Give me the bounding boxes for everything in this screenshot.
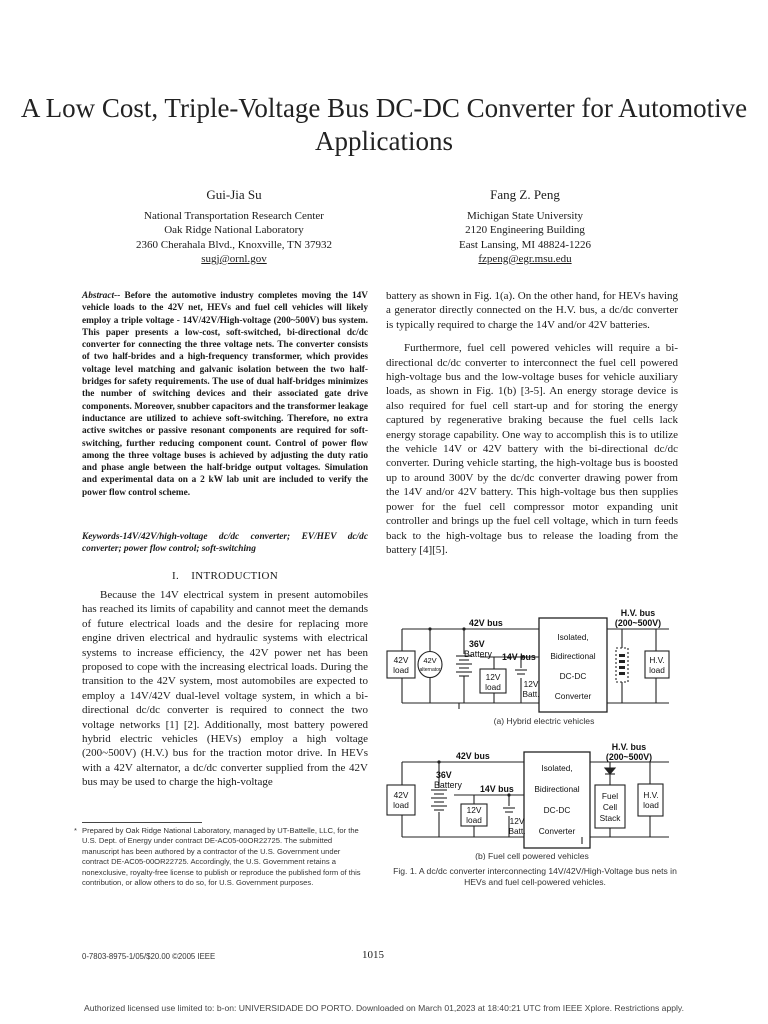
section-heading: I. INTRODUCTION [172,570,278,582]
bus-label: H.V. bus [620,608,656,618]
author-address: East Lansing, MI 48824-1226 [459,238,591,251]
fuel-cell-label: Fuel [601,791,619,801]
author-email-link[interactable]: fzpeng@egr.msu.edu [478,253,572,265]
converter-label: Bidirectional [534,784,580,794]
author-email-link[interactable]: sugj@ornl.gov [201,253,267,265]
figure-1a-svg [384,606,684,726]
load-label: 12V [485,672,501,682]
bus-label: H.V. bus [611,742,647,752]
load-label: load [643,800,659,810]
load-label: 42V [393,790,409,800]
abstract-label: Abstract [82,291,115,301]
footnote-mark: * [74,826,77,835]
author-block-1 [84,188,384,267]
figure-1b-diagram [384,740,684,860]
paragraph: Furthermore, fuel cell powered vehicles will require a bi-directional dc/dc converter to interconnect the fuel cell powered high-voltage bus and the low-voltage buses for vehicle auxiliary loads, as shown in Fig. 1(b) [3-5]. An energy storage device is also required for fuel cell start-up and for storing the energy captured by regenerative braking because the fuel cells lack energy storage capability. One way to accomplish this is to utilize the vehicle 14V or 42V battery with the bi-directional dc/dc converter. During vehicle starting, the high-voltage bus is boosted up to around 300V by the dc/dc converter drawing power from the 14V and/or 42V battery. This high-voltage bus then supplies power for the fuel cell compressor motor expanding unit controller and brings up the fuel cell voltage, which in turn feeds back to the high-voltage bus to release the loading from the battery [4][5]. [386,342,678,556]
bus-label: 42V bus [469,618,503,628]
author-affiliation: Michigan State University [466,209,584,222]
author-address: 2360 Cherahala Blvd., Knoxville, TN 37932 [136,238,332,251]
load-label: load [649,665,665,675]
battery-label: Battery [464,649,492,659]
load-label: H.V. [643,790,659,800]
author-affiliation: 2120 Engineering Building [465,224,585,236]
author-name: Fang Z. Peng [490,187,560,202]
fuel-cell-label: Cell [602,802,618,812]
subfigure-caption: (b) Fuel cell powered vehicles [475,851,589,860]
converter-label: Isolated, [541,763,573,773]
alternator-label: 42V [423,656,437,665]
author-affiliation: National Transportation Research Center [144,209,324,222]
abstract [82,290,368,499]
battery-label: 36V [469,639,485,649]
right-column-text [386,289,678,557]
author-block-2 [375,188,675,267]
footnote-divider [82,822,202,823]
load-label: load [393,665,409,675]
fuel-cell-label: Stack [599,813,621,823]
alternator-label: alternator [419,667,441,673]
converter-label: Bidirectional [550,651,596,661]
load-label: 12V [466,805,482,815]
keywords: Keywords-14V/42V/high-voltage dc/dc converter; EV/HEV dc/dc converter; power flow control; soft-switching [82,532,368,555]
abstract-text: -- Before the automotive industry completes moving the 14V vehicle loads to the 42V net, HEVs and fuel cell vehicles will likely employ a triple voltage - 14V/42V/High-voltage (200~500V) bus system. This paper presents a low-cost, soft-switched, bi-directional dc/dc converter for connecting the three voltage nets. The converter consists of two half-brides and a high-frequency transformer, which provides voltage level matching and galvanic isolation between the two half-bridges for safety requirements. The use of dual half-bridges minimizes the number of switching devices and their associated gate drive components. Moreover, snubber capacitors and the transformer leakage inductance are utilized to achieve soft-switching. Therefore, no extra active switches or passive resonant components are required for soft-switching, further reducing component count. Control of power flow among the three voltage buses is achieved by adjusting the duty ratio and phase angle between the half-bridge output voltages. Simulation and experimental data on a 2 kW lab unit are included to verify the power flow control scheme. [82,291,368,498]
subfigure-caption: (a) Hybrid electric vehicles [493,716,595,726]
battery-label: Battery [434,780,462,790]
paragraph: battery as shown in Fig. 1(a). On the other hand, for HEVs having a generator directly connected on the H.V. bus, a dc/dc converter is typically required to charge the 14V and/or 42V batteries. [386,290,678,331]
author-name: Gui-Jia Su [206,187,262,202]
converter-label: DC-DC [543,805,571,815]
page-number: 1015 [362,949,384,961]
bus-range-label: (200~500V) [605,752,653,762]
figure-caption: Fig. 1. A dc/dc converter interconnecting 14V/42V/High-Voltage bus nets in HEVs and fuel cell-powered vehicles. [393,866,677,887]
footnote-text: Prepared by Oak Ridge National Laboratory, managed by UT-Battelle, LLC, for the U.S. Dept. of Energy under contract DE-AC05-00OR22725. The submitted manuscript has been authored by a contractor of the U.S. Government under contract DE-AC05-00OR22725. Accordingly, the U.S. Government retains a nonexclusive, royalty-free license to publish or reproduce the published form of this contribution, or allow others to do so, for U.S. Government purposes. [82,826,361,888]
load-label: load [485,682,501,692]
battery-label: 12V [509,816,525,826]
bus-label: 14V bus [480,784,514,794]
bus-label: 42V bus [456,751,490,761]
battery-label: Batt. [508,826,526,836]
figure-1a-diagram [384,606,684,726]
copyright-line: 0-7803-8975-1/05/$20.00 ©2005 IEEE [82,952,216,961]
load-label: H.V. [649,655,665,665]
paper-title: A Low Cost, Triple-Voltage Bus DC-DC Converter for Automotive Applications [20,93,748,156]
paragraph: Because the 14V electrical system in present automobiles has reached its limits of capability and cannot meet the demands of future electrical loads and the desire for replacing more engine driven electrical and hydraulic systems with electrical systems to increase efficiency, the 42V power net has been proposed to cope with the increasing electrical loads. During the transition to the 42V system, most automobiles are expected to employ a 14V/42V dual-level voltage system, in which a bi-directional dc/dc converter is required to connect the two voltage networks [1] [2]. Additionally, most battery powered hybrid electric vehicles (HEVs) employ a high voltage (200~500V) (H.V.) bus for the traction motor drive. In HEVs with a 42V alternator, a dc/dc converter supplied from the 42V bus may be used to charge the high-voltage [82,589,368,789]
converter-label: DC-DC [559,671,587,681]
load-label: load [466,815,482,825]
intro-text [82,588,368,790]
converter-label: Converter [554,691,592,701]
bus-label: 14V bus [502,652,536,662]
figure-1b-svg [384,740,684,860]
battery-label: Batt. [522,689,540,699]
load-label: 42V [393,655,409,665]
converter-label: Isolated, [557,632,589,642]
battery-label: 12V [523,679,539,689]
bus-range-label: (200~500V) [614,618,662,628]
load-label: load [393,800,409,810]
author-affiliation: Oak Ridge National Laboratory [164,224,304,236]
footnote [74,826,362,888]
license-banner: Authorized licensed use limited to: b-on: UNIVERSIDADE DO PORTO. Downloaded on March 01,2023 at 18:40:21 UTC from IEEE Xplore. Restrictions apply. [84,1003,684,1013]
converter-label: Converter [538,826,576,836]
battery-label: 36V [436,770,452,780]
